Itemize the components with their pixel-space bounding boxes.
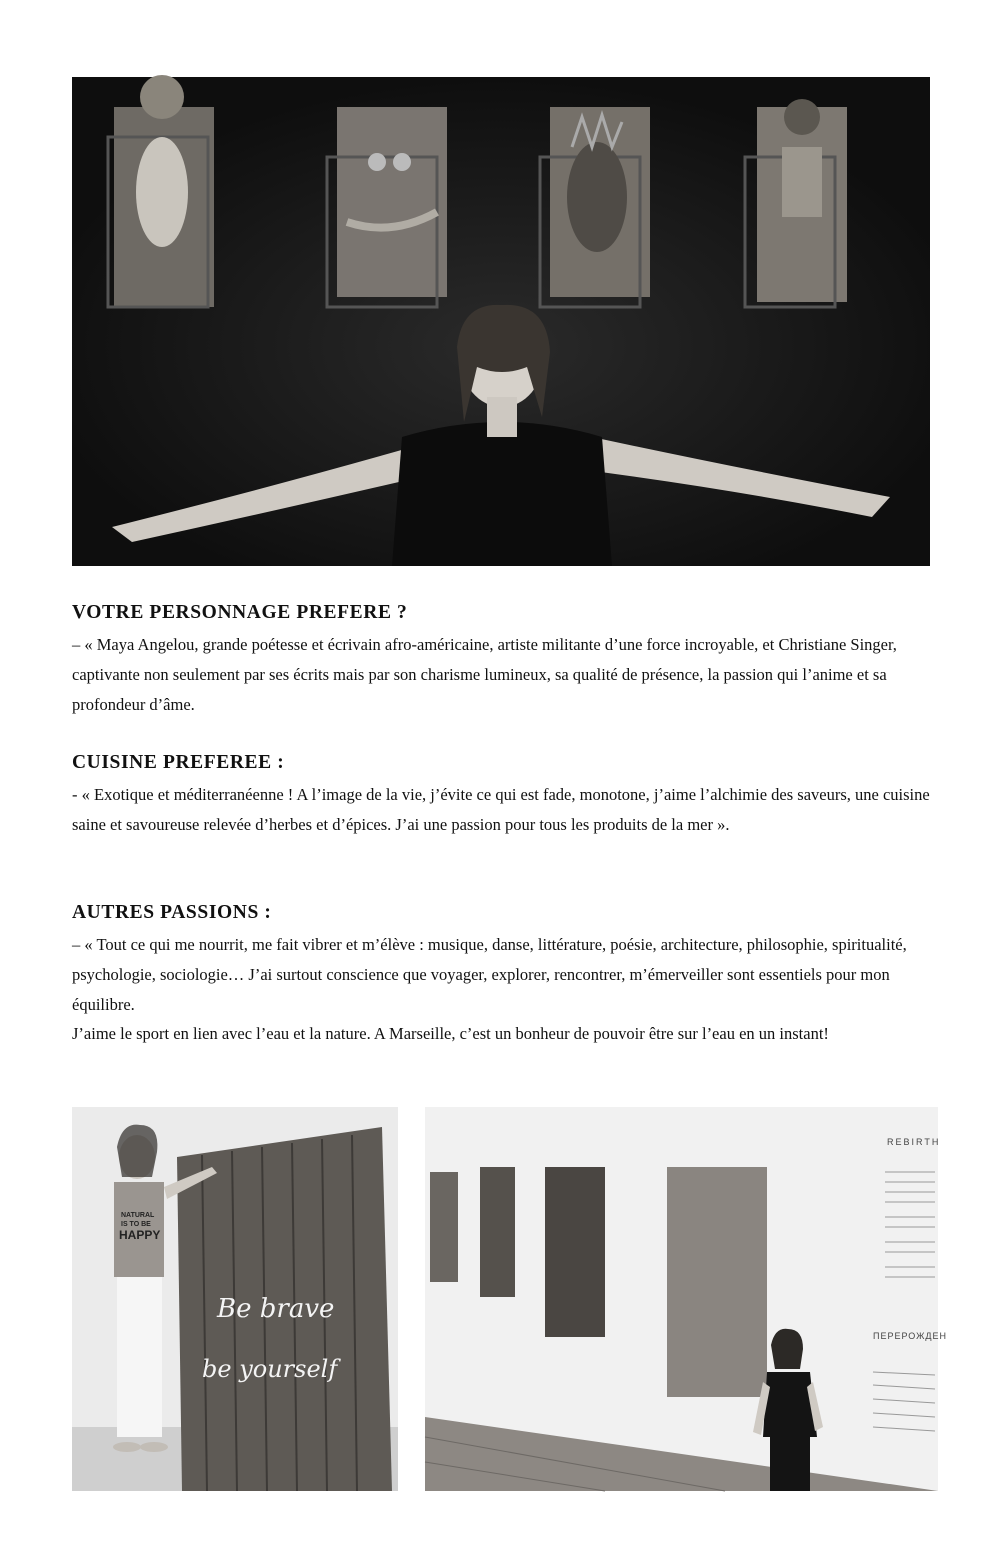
section-favorite-cuisine — [72, 751, 942, 840]
wood-panel — [177, 1127, 392, 1491]
shirt-text-line2: IS TO BE — [121, 1221, 151, 1228]
shirt-text-line3: HAPPY — [119, 1228, 161, 1242]
section-heading: VOTRE PERSONNAGE PREFERE ? — [72, 602, 408, 623]
mask-artwork-3 — [540, 107, 650, 307]
right-photo-illustration — [425, 1107, 947, 1491]
wall-title: REBIRTH — [887, 1137, 941, 1147]
artwork-3 — [545, 1167, 605, 1337]
left-photo — [72, 1107, 398, 1491]
hero-photo-illustration — [72, 77, 930, 566]
neon-text-line2: be yourself — [202, 1355, 338, 1383]
artwork-2 — [480, 1167, 515, 1297]
section-paragraph: – « Maya Angelou, grande poétesse et écrivain afro-américaine, artiste militante d’une force incroyable, et Christiane Singer, captivante non seulement par ses écrits mais par son charisme lumineux, sa qualité de présence, la passion qui l’anime et sa profondeur d’âme. — [72, 635, 897, 714]
mask-artwork-2 — [327, 107, 447, 307]
neon-text-line1: Be brave — [217, 1294, 335, 1324]
section-paragraph: J’aime le sport en lien avec l’eau et la nature. A Marseille, c’est un bonheur de pouvoir être sur l’eau en un instant! — [72, 1024, 829, 1044]
left-photo-illustration — [72, 1107, 398, 1491]
mask-artwork-4 — [745, 99, 847, 307]
artwork-4 — [667, 1167, 767, 1397]
shirt-text-line1: NATURAL — [121, 1212, 155, 1219]
mask-artwork-1 — [108, 75, 214, 307]
wall-title-ru: ПЕРЕРОЖДЕН — [873, 1331, 947, 1341]
hero-photo — [72, 77, 930, 566]
right-photo — [425, 1107, 947, 1491]
section-favorite-person — [72, 601, 942, 719]
section-heading: CUISINE PREFEREE : — [72, 752, 285, 773]
section-paragraph: – « Tout ce qui me nourrit, me fait vibrer et m’élève : musique, danse, littérature, poésie, architecture, philosophie, spiritualité, psychologie, sociologie… J’ai surtout conscience que voyager, explorer, rencontrer, m’émerveiller sont essentiels pour mon équilibre. — [72, 935, 907, 1014]
section-paragraph: - « Exotique et méditerranéenne ! A l’image de la vie, j’évite ce qui est fade, monotone, j’aime l’alchimie des saveurs, une cuisine saine et savoureuse relevée d’herbes et d’épices. J’ai une passion pour tous les produits de la mer ». — [72, 785, 930, 834]
section-other-passions — [72, 901, 942, 1049]
section-heading: AUTRES PASSIONS : — [72, 902, 272, 923]
artwork-1 — [430, 1172, 458, 1282]
